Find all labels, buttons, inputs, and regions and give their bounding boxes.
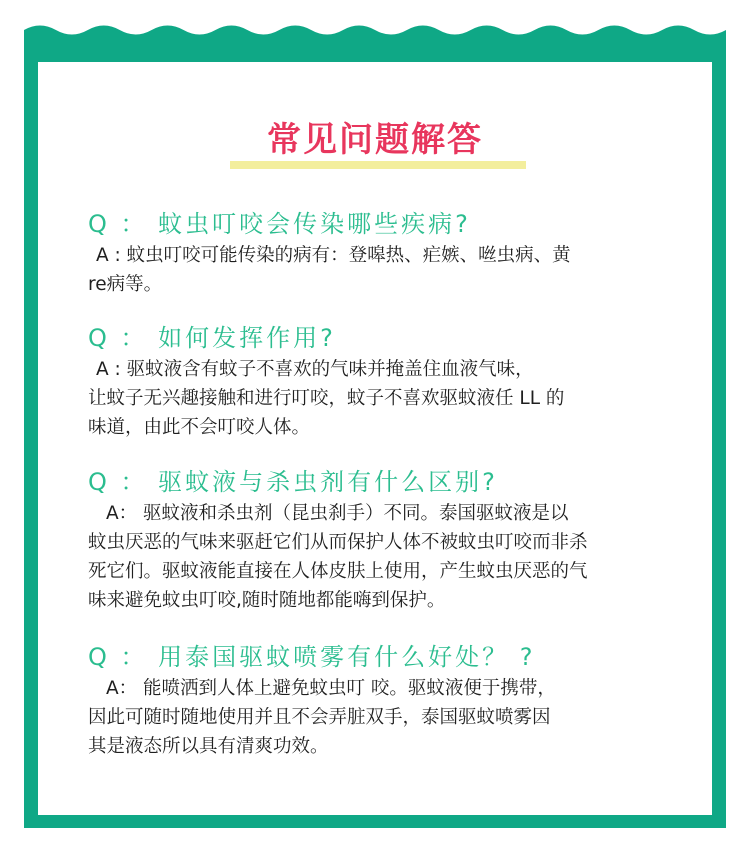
qa-item (88, 465, 708, 615)
question-text: Q ： 驱蚊液与杀虫剂有什么区别? (88, 468, 498, 496)
answer-line: A : 蚊虫叮咬可能传染的病有：登嗥热、疟嫉、咝虫病、黄 (96, 245, 571, 266)
answer-text (88, 241, 708, 299)
answer-text (88, 674, 708, 761)
title-underline (230, 161, 526, 169)
answer-line: 让蚊子无兴趣接触和进行叮咬，蚊子不喜欢驱蚊液任 LL 的 (88, 388, 565, 409)
answer-text (88, 499, 708, 615)
answer-line: re病等。 (88, 274, 163, 295)
answer-line: A : 驱蚊液含有蚊子不喜欢的气味并掩盖住血液气味， (96, 359, 534, 380)
question-text: Q ： 用泰国驱蚊喷雾有什么好处？ ? (88, 643, 536, 671)
qa-item (88, 640, 708, 761)
page-title: 常见问题解答 (267, 120, 483, 160)
question-text: Q ： 蚊虫叮咬会传染哪些疾病? (88, 210, 471, 238)
question-text: Q ： 如何发挥作用? (88, 324, 336, 352)
answer-line: 味来避免蚊虫叮咬,随时随地都能嗨到保护。 (88, 590, 446, 611)
answer-line: 因此可随时随地使用并且不会弄脏双手，泰国驱蚊喷雾因 (88, 707, 551, 728)
qa-item (88, 321, 708, 442)
answer-line: A： 驱蚊液和杀虫剂（昆虫刹手）不同。泰国驱蚊液是以 (106, 503, 569, 524)
qa-item (88, 207, 708, 299)
answer-text (88, 355, 708, 442)
answer-line: 死它们。驱蚊液能直接在人体皮肤上使用，产生蚊虫厌恶的气 (88, 561, 588, 582)
content-panel (38, 62, 712, 815)
answer-line: 其是液态所以具有清爽功效。 (88, 736, 329, 757)
answer-line: A： 能喷洒到人体上避免蚊虫叮 咬。驱蚊液便于携带， (106, 678, 556, 699)
answer-line: 味道，由此不会叮咬人体。 (88, 417, 311, 438)
answer-line: 蚊虫厌恶的气味来驱赶它们从而保护人体不被蚊虫叮咬而非杀 (88, 532, 588, 553)
